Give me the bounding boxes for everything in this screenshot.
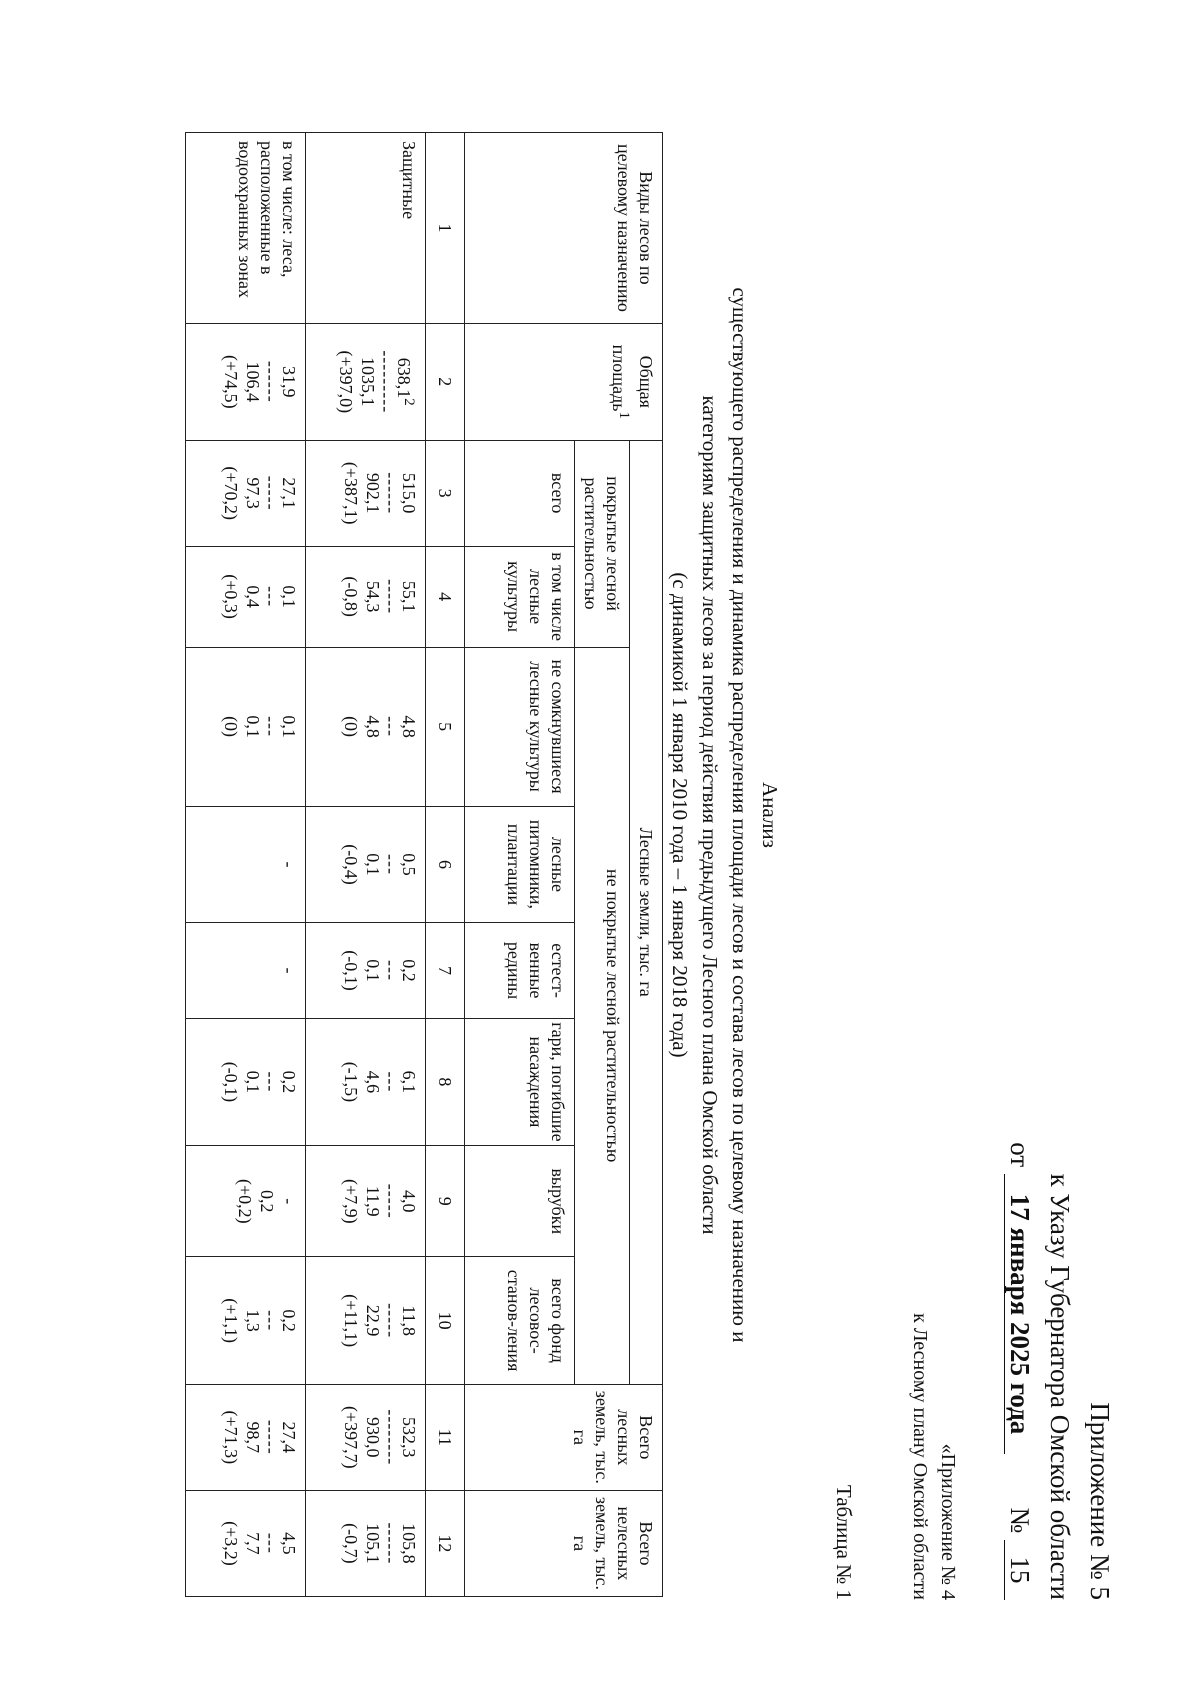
value-2010: 0,5 xyxy=(399,853,419,876)
table-cell xyxy=(186,647,306,806)
header-unclosed: не сомкнувшиеся лесные культуры xyxy=(465,647,575,806)
value-2018: 54,3 xyxy=(363,580,383,613)
value-2010: 31,9 xyxy=(279,366,299,398)
decree-date: 17 января 2025 года xyxy=(1004,1174,1035,1454)
table-header-row xyxy=(630,133,663,1597)
value-delta: (0) xyxy=(341,716,361,738)
header-total-area: Общая площадь$^1$ xyxy=(465,323,663,440)
value-2010: 0,1 xyxy=(279,715,299,738)
from-label: от xyxy=(1005,1142,1035,1168)
value-2018: 98,7 xyxy=(243,1421,263,1454)
value-2010: 0,2 xyxy=(399,959,419,982)
table-cell xyxy=(306,1490,426,1596)
value-2010: 27,4 xyxy=(279,1421,299,1454)
value-2010: - xyxy=(279,1198,299,1205)
row-category-name: в том числе: леса, расположенные в водоохранных зонах xyxy=(186,133,306,324)
table-cell xyxy=(186,1490,306,1596)
value-delta: (+387,1) xyxy=(341,461,361,525)
value-delta: (+397,7) xyxy=(341,1405,361,1469)
value-2010: 0,2 xyxy=(279,1070,299,1094)
value-separator: ------ xyxy=(381,472,401,515)
value-separator: --- xyxy=(381,853,401,875)
value-separator: --- xyxy=(261,1310,281,1332)
table-label: Таблица № 1 xyxy=(832,1484,856,1600)
table-cell xyxy=(306,440,426,546)
value-separator: --------- xyxy=(376,350,396,414)
header-total-nonforest: Всего нелесных земель, тыс. га xyxy=(465,1490,663,1596)
value-2018: 7,7 xyxy=(243,1532,263,1555)
value-separator: ------ xyxy=(381,1522,401,1565)
value-separator: --- xyxy=(261,586,281,608)
table-cell xyxy=(186,440,306,546)
value-separator: ----- xyxy=(261,475,281,511)
value-delta: (-0,7) xyxy=(341,1523,361,1564)
number-label: № xyxy=(1005,1507,1035,1534)
value-separator: --- xyxy=(261,1532,281,1554)
table-cell xyxy=(306,1018,426,1145)
value-2010: - xyxy=(279,861,299,868)
column-number: 6 xyxy=(426,806,465,923)
column-number: 7 xyxy=(426,923,465,1018)
forest-distribution-table xyxy=(185,132,663,1597)
value-2018: 902,1 xyxy=(363,472,383,514)
table-cell xyxy=(306,923,426,1018)
title-line-3: категориям защитных лесов за период действия предыдущего Лесного плана Омской области xyxy=(698,395,722,1235)
column-number: 10 xyxy=(426,1257,465,1384)
value-2018: 0,1 xyxy=(243,715,263,738)
value-2018: 1035,1 xyxy=(358,357,378,407)
value-delta: (+3,2) xyxy=(221,1521,241,1566)
value-delta: (+0,3) xyxy=(221,574,241,619)
value-2018: 0,1 xyxy=(363,959,383,982)
table-row xyxy=(186,133,306,1597)
value-2018: 0,2 xyxy=(257,1190,277,1213)
value-2010: 6,1 xyxy=(399,1070,419,1094)
table-cell xyxy=(186,1146,306,1257)
value-separator: --- xyxy=(261,716,281,738)
value-2018: 105,1 xyxy=(363,1523,383,1564)
value-2010: 27,1 xyxy=(279,477,299,509)
value-2018: 930,0 xyxy=(363,1417,383,1458)
value-delta: (+7,9) xyxy=(341,1178,361,1224)
table-cell xyxy=(306,323,426,440)
value-2010: 0,2 xyxy=(279,1309,299,1332)
header-restoration: всего фонд лесовос-станов-ления xyxy=(465,1257,575,1384)
value-2018: 0,1 xyxy=(243,1070,263,1094)
table-cell xyxy=(306,1146,426,1257)
column-number: 4 xyxy=(426,546,465,647)
value-2018: 1,3 xyxy=(243,1309,263,1332)
value-2018: 4,8 xyxy=(363,715,383,738)
value-2010: 4,5 xyxy=(279,1532,299,1555)
value-separator: --- xyxy=(381,716,401,738)
header-types: Виды лесов по целевому назначению xyxy=(465,133,663,324)
value-separator: ----- xyxy=(381,579,401,615)
document-title xyxy=(665,60,785,1570)
column-number: 9 xyxy=(426,1146,465,1257)
value-delta: (+70,2) xyxy=(221,466,241,520)
value-2010: 4,0 xyxy=(399,1190,419,1213)
value-separator: --- xyxy=(381,960,401,982)
table-cell xyxy=(306,647,426,806)
value-separator: -------- xyxy=(381,1409,401,1466)
value-separator: --- xyxy=(381,1071,401,1093)
table-cell xyxy=(186,923,306,1018)
appendix-number: Приложение № 5 xyxy=(1085,1402,1115,1600)
table-cell xyxy=(186,323,306,440)
header-incl-cultures: в том числе лесные культуры xyxy=(465,546,575,647)
header-covered: покрытые лесной растительностью xyxy=(575,440,630,647)
value-2010: 638,1$^2$ xyxy=(394,357,417,406)
value-2018: 0,1 xyxy=(363,853,383,876)
column-number: 2 xyxy=(426,323,465,440)
value-2018: 4,6 xyxy=(363,1070,383,1094)
table-cell xyxy=(306,806,426,923)
value-2018: 22,9 xyxy=(363,1304,383,1337)
value-separator: --- xyxy=(261,1071,281,1093)
value-delta: (+0,2) xyxy=(235,1178,255,1224)
value-2010: 532,3 xyxy=(399,1417,419,1458)
table-row xyxy=(306,133,426,1597)
table-cell xyxy=(186,546,306,647)
value-delta: (-0,4) xyxy=(341,844,361,885)
column-number: 12 xyxy=(426,1490,465,1596)
value-delta: (-0,8) xyxy=(341,576,361,617)
column-numbers-row xyxy=(426,133,465,1597)
value-separator: ----- xyxy=(381,1303,401,1339)
value-2010: 105,8 xyxy=(399,1523,419,1564)
value-2010: 4,8 xyxy=(399,715,419,738)
value-delta: (-0,1) xyxy=(341,950,361,991)
header-forest-lands: Лесные земли, тыс. га xyxy=(630,440,663,1384)
value-delta: (+397,0) xyxy=(336,350,356,414)
value-separator: ----- xyxy=(381,1183,401,1219)
table-cell xyxy=(306,1257,426,1384)
column-number: 8 xyxy=(426,1018,465,1145)
table-cell xyxy=(186,1384,306,1490)
table-cell xyxy=(186,1257,306,1384)
decree-date-line xyxy=(1000,1050,1040,1600)
value-2018: 0,4 xyxy=(243,585,263,608)
value-2010: 515,0 xyxy=(399,472,419,514)
value-separator: ----- xyxy=(261,1419,281,1455)
value-delta: (-1,5) xyxy=(341,1061,361,1103)
header-burnt: гари, погибшие насаждения xyxy=(465,1018,575,1145)
annex-line-2: к Лесному плану Омской области xyxy=(909,1313,931,1600)
value-2018: 11,9 xyxy=(363,1185,383,1217)
value-separator: ------ xyxy=(261,360,281,403)
header-total-forest: Всего лесных земель, тыс. га xyxy=(465,1384,663,1490)
column-number: 5 xyxy=(426,647,465,806)
value-delta: (0) xyxy=(221,716,241,738)
value-2010: 11,8 xyxy=(399,1305,419,1337)
header-all: всего xyxy=(465,440,575,546)
decree-number: 15 xyxy=(1004,1540,1035,1600)
table-cell xyxy=(306,546,426,647)
table-cell xyxy=(186,806,306,923)
value-2010: 55,1 xyxy=(399,580,419,613)
column-number: 3 xyxy=(426,440,465,546)
header-cuts: вырубки xyxy=(465,1146,575,1257)
decree-header xyxy=(1000,1050,1120,1600)
value-2010: - xyxy=(279,967,299,974)
table-cell xyxy=(186,1018,306,1145)
decree-reference: к Указу Губернатора Омской области xyxy=(1045,1173,1075,1600)
value-delta: (+71,3) xyxy=(221,1410,241,1465)
column-number: 11 xyxy=(426,1384,465,1490)
header-nurseries: лесные питомники, плантации xyxy=(465,806,575,923)
header-natural: естест-венные редины xyxy=(465,923,575,1018)
value-2010: 0,1 xyxy=(279,585,299,608)
value-2018: 97,3 xyxy=(243,477,263,509)
table-cell xyxy=(306,1384,426,1490)
value-delta: (+1,1) xyxy=(221,1298,241,1343)
value-2018: 106,4 xyxy=(243,361,263,403)
column-number: 1 xyxy=(426,133,465,324)
value-delta: (+11,1) xyxy=(341,1294,361,1348)
annex-reference xyxy=(906,1270,962,1600)
annex-line-1: «Приложение № 4 xyxy=(937,1443,959,1600)
title-line-4: (с динамикой 1 января 2010 года – 1 января 2018 года) xyxy=(668,572,692,1058)
header-not-covered: не покрытые лесной растительностью xyxy=(575,647,630,1384)
title-line-1: Анализ xyxy=(758,782,782,848)
row-category-name: Защитные xyxy=(306,133,426,324)
value-delta: (+74,5) xyxy=(221,354,241,409)
title-line-2: существующего распределения и динамика распределения площади лесов и состава лесов по целевому назначению и xyxy=(728,287,752,1343)
value-delta: (-0,1) xyxy=(221,1061,241,1103)
